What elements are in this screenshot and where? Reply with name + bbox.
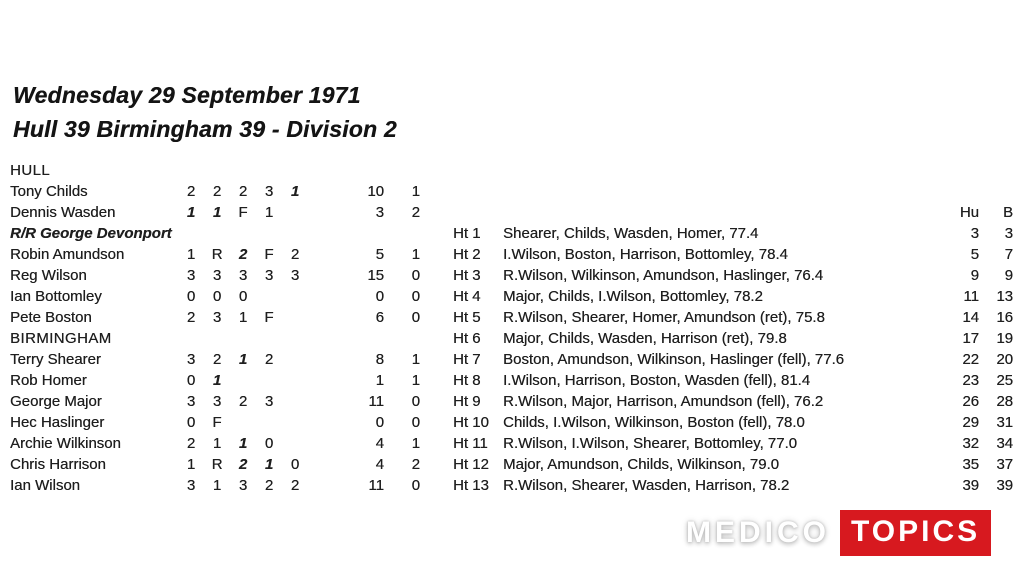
birmingham-running-score: 19 bbox=[996, 330, 1013, 347]
ride-score: 2 bbox=[212, 183, 222, 200]
rider-name: Reg Wilson bbox=[10, 267, 87, 284]
rider-replacement-row bbox=[10, 223, 430, 244]
heat-row bbox=[453, 265, 1013, 286]
hull-running-score: 5 bbox=[970, 246, 979, 263]
team-name: BIRMINGHAM bbox=[10, 330, 112, 347]
rider-bonus-points: 0 bbox=[411, 477, 420, 494]
ride-score: 3 bbox=[212, 393, 222, 410]
birmingham-score-column-header: B bbox=[1002, 204, 1013, 221]
medicotopics-watermark bbox=[686, 510, 991, 556]
ride-score: F bbox=[212, 414, 222, 431]
heat-number: Ht 6 bbox=[453, 330, 481, 347]
ride-score: R bbox=[211, 246, 223, 263]
rider-total-points: 11 bbox=[368, 477, 384, 494]
hull-running-score: 26 bbox=[962, 393, 979, 410]
ride-score: F bbox=[264, 246, 274, 263]
rider-total-points: 5 bbox=[375, 246, 384, 263]
rider-bonus-points: 0 bbox=[411, 393, 420, 410]
ride-score: 0 bbox=[212, 288, 222, 305]
heat-number: Ht 1 bbox=[453, 225, 481, 242]
heat-number: Ht 4 bbox=[453, 288, 481, 305]
birmingham-running-score: 9 bbox=[1004, 267, 1013, 284]
rider-bonus-points: 2 bbox=[411, 204, 420, 221]
ride-score: R bbox=[211, 456, 223, 473]
rider-row bbox=[10, 202, 430, 223]
hull-running-score: 9 bbox=[970, 267, 979, 284]
ride-score: 2 bbox=[264, 351, 274, 368]
rider-name: Robin Amundson bbox=[10, 246, 125, 263]
team-header-row bbox=[10, 328, 430, 349]
birmingham-running-score: 20 bbox=[996, 351, 1013, 368]
rider-bonus-points: 1 bbox=[411, 351, 420, 368]
ride-score: 2 bbox=[186, 309, 196, 326]
heat-number: Ht 7 bbox=[453, 351, 481, 368]
heat-finishing-order: I.Wilson, Boston, Harrison, Bottomley, 78.4 bbox=[503, 246, 788, 263]
ride-score: 3 bbox=[186, 477, 196, 494]
heat-number: Ht 12 bbox=[453, 456, 489, 473]
rider-total-points: 4 bbox=[375, 435, 384, 452]
ride-score: 3 bbox=[290, 267, 300, 284]
hull-running-score: 29 bbox=[962, 414, 979, 431]
ride-score bbox=[282, 307, 308, 328]
heat-results-table bbox=[453, 202, 1013, 496]
rider-row bbox=[10, 433, 430, 454]
heat-row bbox=[453, 328, 1013, 349]
rider-total-points: 0 bbox=[375, 288, 384, 305]
rider-row bbox=[10, 265, 430, 286]
heat-row bbox=[453, 370, 1013, 391]
ride-score bbox=[256, 286, 282, 307]
rider-bonus-points: 1 bbox=[411, 183, 420, 200]
heat-finishing-order: R.Wilson, I.Wilson, Shearer, Bottomley, 77.0 bbox=[503, 435, 798, 452]
ride-score: 3 bbox=[212, 309, 222, 326]
rider-row bbox=[10, 181, 430, 202]
rider-bonus-points: 0 bbox=[411, 309, 420, 326]
heat-number: Ht 5 bbox=[453, 309, 481, 326]
ride-score bbox=[282, 370, 308, 391]
ride-score bbox=[282, 202, 308, 223]
rider-row bbox=[10, 412, 430, 433]
rider-name: Dennis Wasden bbox=[10, 204, 116, 221]
heat-row bbox=[453, 454, 1013, 475]
heat-number: Ht 2 bbox=[453, 246, 481, 263]
ride-score: 3 bbox=[186, 351, 196, 368]
heat-row bbox=[453, 433, 1013, 454]
birmingham-running-score: 34 bbox=[996, 435, 1013, 452]
heat-row bbox=[453, 286, 1013, 307]
heat-finishing-order: Boston, Amundson, Wilkinson, Haslinger (fell), 77.6 bbox=[503, 351, 844, 368]
rider-total-points: 1 bbox=[375, 372, 384, 389]
rider-bonus-points: 0 bbox=[411, 414, 420, 431]
rider-row bbox=[10, 391, 430, 412]
birmingham-running-score: 39 bbox=[996, 477, 1013, 494]
rider-name: Chris Harrison bbox=[10, 456, 106, 473]
ride-score: 1 bbox=[264, 204, 274, 221]
ride-score: 1 bbox=[186, 246, 196, 263]
rider-bonus-points: 2 bbox=[411, 456, 420, 473]
heat-finishing-order: R.Wilson, Shearer, Homer, Amundson (ret), 75.8 bbox=[503, 309, 825, 326]
birmingham-running-score: 31 bbox=[996, 414, 1013, 431]
heat-finishing-order: I.Wilson, Harrison, Boston, Wasden (fell), 81.4 bbox=[503, 372, 811, 389]
rider-row bbox=[10, 244, 430, 265]
rider-name: George Major bbox=[10, 393, 102, 410]
heat-number: Ht 13 bbox=[453, 477, 489, 494]
heat-finishing-order: R.Wilson, Shearer, Wasden, Harrison, 78.2 bbox=[503, 477, 790, 494]
birmingham-running-score: 16 bbox=[996, 309, 1013, 326]
match-date: Wednesday 29 September 1971 bbox=[13, 82, 361, 108]
rider-bonus-points: 0 bbox=[411, 267, 420, 284]
ride-score bbox=[256, 370, 282, 391]
rider-replacement-note: R/R George Devonport bbox=[10, 225, 172, 242]
rider-name: Hec Haslinger bbox=[10, 414, 105, 431]
heat-finishing-order: Childs, I.Wilson, Wilkinson, Boston (fell), 78.0 bbox=[503, 414, 805, 431]
rider-total-points: 6 bbox=[375, 309, 384, 326]
ride-score: 3 bbox=[264, 183, 274, 200]
heat-row bbox=[453, 475, 1013, 496]
rider-row bbox=[10, 475, 430, 496]
ride-score: 3 bbox=[264, 267, 274, 284]
ride-score bbox=[256, 412, 282, 433]
ride-score: 3 bbox=[264, 393, 274, 410]
rider-scorecard bbox=[10, 160, 430, 496]
ride-score: 1 bbox=[238, 435, 248, 452]
ride-score: 1 bbox=[238, 351, 248, 368]
hull-running-score: 35 bbox=[962, 456, 979, 473]
ride-score bbox=[282, 391, 308, 412]
ride-score: 0 bbox=[186, 288, 196, 305]
ride-score: 3 bbox=[238, 267, 248, 284]
heat-row bbox=[453, 349, 1013, 370]
rider-name: Archie Wilkinson bbox=[10, 435, 121, 452]
rider-name: Terry Shearer bbox=[10, 351, 101, 368]
heat-finishing-order: R.Wilson, Wilkinson, Amundson, Haslinger, 76.4 bbox=[503, 267, 824, 284]
ride-score: 2 bbox=[186, 435, 196, 452]
ride-score: 1 bbox=[186, 456, 196, 473]
ride-score: 3 bbox=[212, 267, 222, 284]
ride-score: F bbox=[264, 309, 274, 326]
ride-score: 3 bbox=[238, 477, 248, 494]
heat-number: Ht 9 bbox=[453, 393, 481, 410]
rider-bonus-points: 1 bbox=[411, 435, 420, 452]
heat-number: Ht 10 bbox=[453, 414, 489, 431]
hull-running-score: 23 bbox=[962, 372, 979, 389]
heat-number: Ht 11 bbox=[453, 435, 488, 452]
hull-running-score: 32 bbox=[962, 435, 979, 452]
heat-col-spacer bbox=[503, 202, 925, 223]
rider-row bbox=[10, 307, 430, 328]
ride-score bbox=[282, 412, 308, 433]
ride-score: 2 bbox=[264, 477, 274, 494]
ride-score: 2 bbox=[290, 477, 300, 494]
ride-score bbox=[282, 349, 308, 370]
heat-number: Ht 8 bbox=[453, 372, 481, 389]
heat-table-header bbox=[453, 202, 1013, 223]
rider-row bbox=[10, 454, 430, 475]
ride-score: 1 bbox=[212, 372, 222, 389]
ride-score: 2 bbox=[290, 246, 300, 263]
rider-total-points: 8 bbox=[375, 351, 384, 368]
heat-finishing-order: R.Wilson, Major, Harrison, Amundson (fell), 76.2 bbox=[503, 393, 824, 410]
ride-score bbox=[282, 433, 308, 454]
ride-score: 3 bbox=[186, 267, 196, 284]
hull-running-score: 39 bbox=[962, 477, 979, 494]
birmingham-running-score: 28 bbox=[996, 393, 1013, 410]
ride-score: 1 bbox=[212, 477, 222, 494]
rider-name: Ian Bottomley bbox=[10, 288, 102, 305]
heat-row bbox=[453, 412, 1013, 433]
team-header-row bbox=[10, 160, 430, 181]
ride-score: 2 bbox=[238, 393, 248, 410]
ride-score: 1 bbox=[238, 309, 248, 326]
hull-running-score: 17 bbox=[962, 330, 979, 347]
rider-row bbox=[10, 286, 430, 307]
rider-total-points: 0 bbox=[375, 414, 384, 431]
heat-finishing-order: Shearer, Childs, Wasden, Homer, 77.4 bbox=[503, 225, 759, 242]
heat-finishing-order: Major, Childs, I.Wilson, Bottomley, 78.2 bbox=[503, 288, 763, 305]
ride-score: 2 bbox=[186, 183, 196, 200]
rider-row bbox=[10, 349, 430, 370]
birmingham-running-score: 7 bbox=[1004, 246, 1013, 263]
birmingham-running-score: 13 bbox=[996, 288, 1013, 305]
ride-score bbox=[230, 412, 256, 433]
ride-score: 0 bbox=[238, 288, 248, 305]
heat-row bbox=[453, 223, 1013, 244]
ride-score: 1 bbox=[212, 204, 222, 221]
hull-running-score: 22 bbox=[962, 351, 979, 368]
ride-score bbox=[230, 370, 256, 391]
watermark-word-medico: MEDICO bbox=[686, 516, 830, 549]
ride-score: 0 bbox=[290, 456, 300, 473]
hull-score-column-header: Hu bbox=[959, 204, 979, 221]
rider-total-points: 15 bbox=[367, 267, 384, 284]
rider-bonus-points: 0 bbox=[411, 288, 420, 305]
heat-finishing-order: Major, Childs, Wasden, Harrison (ret), 79.8 bbox=[503, 330, 787, 347]
rider-name: Rob Homer bbox=[10, 372, 87, 389]
rider-row bbox=[10, 370, 430, 391]
ride-score: 0 bbox=[264, 435, 274, 452]
heat-row bbox=[453, 244, 1013, 265]
ride-score: 1 bbox=[186, 204, 196, 221]
rider-name: Ian Wilson bbox=[10, 477, 81, 494]
rider-total-points: 4 bbox=[375, 456, 384, 473]
match-header bbox=[13, 84, 397, 152]
rider-name: Tony Childs bbox=[10, 183, 88, 200]
rider-total-points: 3 bbox=[375, 204, 384, 221]
ride-score bbox=[282, 286, 308, 307]
birmingham-running-score: 3 bbox=[1004, 225, 1013, 242]
ride-score: 1 bbox=[264, 456, 274, 473]
ride-score: 0 bbox=[186, 372, 196, 389]
hull-running-score: 3 bbox=[970, 225, 979, 242]
heat-number: Ht 3 bbox=[453, 267, 481, 284]
match-score-title: Hull 39 Birmingham 39 - Division 2 bbox=[13, 116, 397, 142]
ride-score: 2 bbox=[238, 456, 248, 473]
rider-total-points: 11 bbox=[368, 393, 384, 410]
heat-col-spacer bbox=[453, 202, 503, 223]
ride-score: 2 bbox=[212, 351, 222, 368]
ride-score: 0 bbox=[186, 414, 196, 431]
ride-score: 1 bbox=[290, 183, 300, 200]
ride-score: 2 bbox=[238, 246, 248, 263]
hull-running-score: 11 bbox=[963, 288, 979, 305]
rider-bonus-points: 1 bbox=[411, 372, 420, 389]
ride-score: 1 bbox=[212, 435, 222, 452]
heat-row bbox=[453, 391, 1013, 412]
birmingham-running-score: 37 bbox=[996, 456, 1013, 473]
heat-row bbox=[453, 307, 1013, 328]
rider-name: Pete Boston bbox=[10, 309, 92, 326]
ride-score: 2 bbox=[238, 183, 248, 200]
birmingham-running-score: 25 bbox=[996, 372, 1013, 389]
rider-total-points: 10 bbox=[367, 183, 384, 200]
hull-running-score: 14 bbox=[962, 309, 979, 326]
ride-score: F bbox=[238, 204, 248, 221]
team-name: HULL bbox=[10, 162, 50, 179]
rider-bonus-points: 1 bbox=[411, 246, 420, 263]
ride-score: 3 bbox=[186, 393, 196, 410]
watermark-word-topics: TOPICS bbox=[840, 510, 991, 556]
heat-finishing-order: Major, Amundson, Childs, Wilkinson, 79.0 bbox=[503, 456, 779, 473]
